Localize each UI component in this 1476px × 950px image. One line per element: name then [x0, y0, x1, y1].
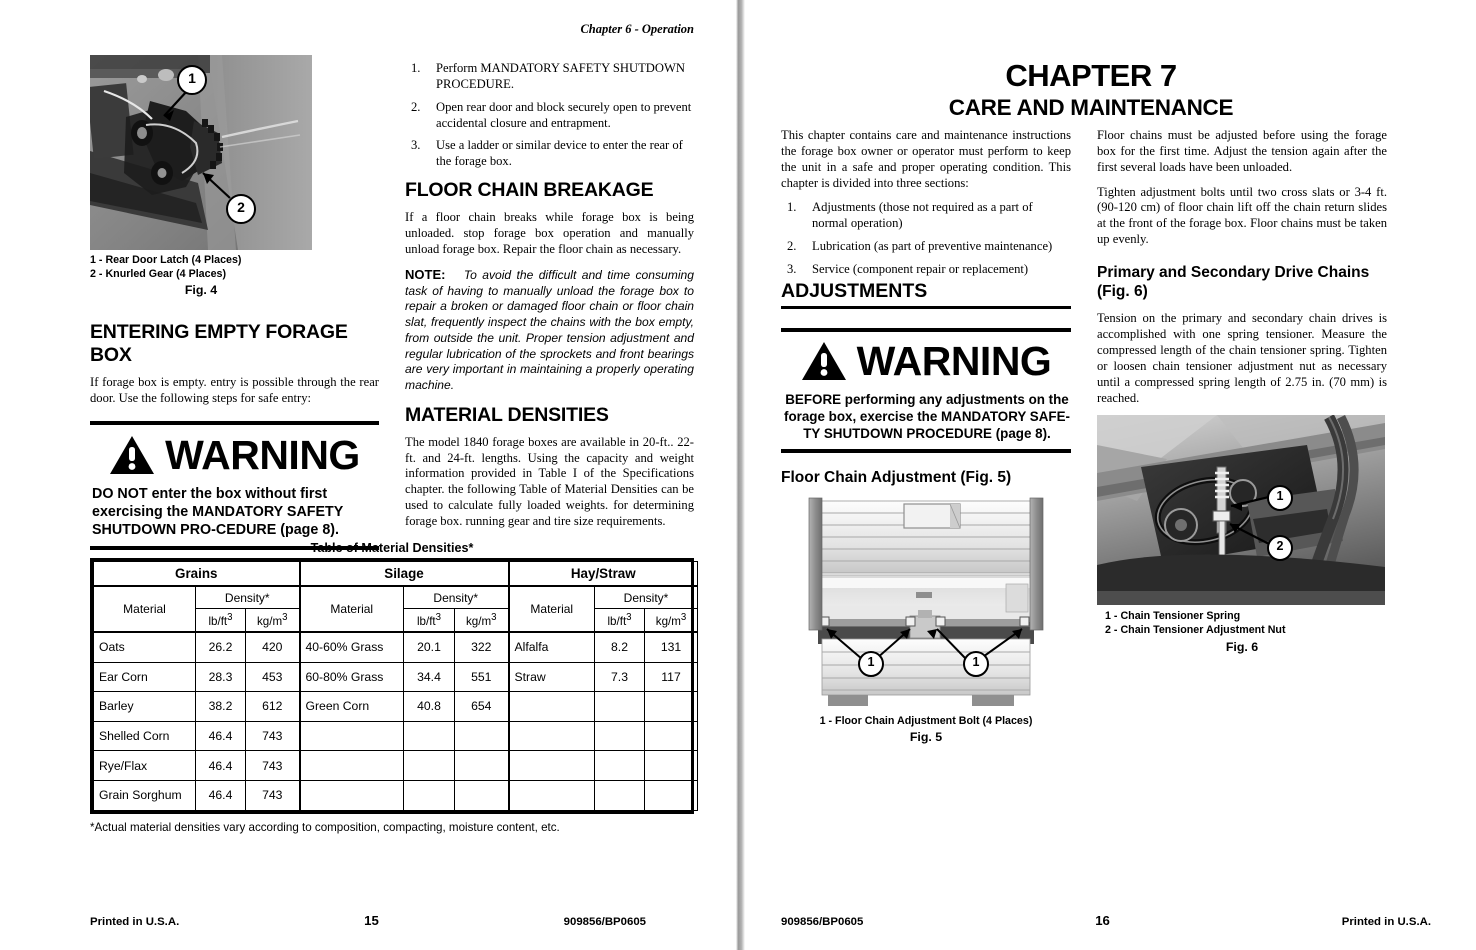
paragraph-floor-chain-breakage: If a floor chain breaks while forage box is being unloaded. stop forage box operation and manually unload forage box. Repair the floor chain as necessary.: [405, 210, 694, 256]
group-header-grains: Grains: [94, 562, 300, 587]
table-title: Table of Material Densities*: [310, 541, 474, 555]
figure-6-artwork: [1097, 415, 1385, 605]
cell-material: Barley: [94, 692, 196, 722]
cell-kgm3: 551: [455, 662, 509, 692]
unit-base: kg/m: [466, 614, 492, 628]
note-label: NOTE:: [405, 266, 446, 282]
cell-lbft3: 38.2: [196, 692, 246, 722]
cell-kgm3: [455, 721, 509, 751]
footer-page-number: 16: [1095, 913, 1110, 928]
cell-material: Rye/Flax: [94, 751, 196, 781]
page-gutter: [736, 0, 745, 950]
figure-6-caption-line-2: 2 - Chain Tensioner Adjustment Nut: [1105, 624, 1286, 637]
figure-4-caption-line-2: 2 - Knurled Gear (4 Places): [90, 268, 227, 281]
cell-lbft3: [595, 692, 645, 722]
cell-kgm3: [645, 721, 698, 751]
page-16: [736, 0, 1476, 950]
figure-6-callout-2: 2: [1267, 535, 1293, 561]
heading-primary-secondary-drive-chains: Primary and Secondary Drive Chains (Fig. 6): [1097, 264, 1370, 300]
cell-material: Grain Sorghum: [94, 780, 196, 810]
figure-5-callout-left: 1: [858, 651, 884, 677]
section-text: Service (component repair or replacement): [812, 262, 1029, 277]
cell-kgm3: [455, 751, 509, 781]
heading-entering-empty-forage-box: ENTERING EMPTY FORAGE BOX: [90, 321, 348, 367]
warning-triangle-icon: [801, 340, 847, 382]
unit-base: lb/ft: [208, 614, 228, 628]
figure-4-photo: [90, 55, 312, 250]
warning-header-row: [781, 332, 1071, 389]
section-text: Lubrication (as part of preventive maintenance): [812, 239, 1053, 254]
unit-header-lb-ft3: [196, 609, 246, 633]
cell-material: 60-80% Grass: [300, 662, 404, 692]
figure-4-callout-2: 2: [226, 194, 256, 224]
page-15: [0, 0, 736, 950]
cell-kgm3: 654: [455, 692, 509, 722]
paragraph-entering-forage-box: If forage box is empty. entry is possible through the rear door. Use the following steps for safe entry:: [90, 375, 379, 406]
warning-box-left: [90, 421, 379, 550]
cell-lbft3: 40.8: [404, 692, 455, 722]
cell-material: 40-60% Grass: [300, 632, 404, 662]
cell-kgm3: [645, 751, 698, 781]
cell-material: [300, 751, 404, 781]
cell-lbft3: 8.2: [595, 632, 645, 662]
cell-material: Green Corn: [300, 692, 404, 722]
cell-lbft3: 46.4: [196, 721, 246, 751]
unit-header-lb-ft3: [595, 609, 645, 633]
table-row: [94, 692, 698, 722]
cell-material: [509, 751, 595, 781]
step-text: Perform MANDATORY SAFETY SHUTDOWN PROCEDURE.: [436, 61, 685, 91]
warning-rule-bottom: [781, 449, 1071, 453]
cell-lbft3: 34.4: [404, 662, 455, 692]
material-densities-section: [90, 541, 694, 834]
unit-base: lb/ft: [607, 614, 627, 628]
cell-kgm3: 322: [455, 632, 509, 662]
cell-lbft3: 46.4: [196, 751, 246, 781]
unit-base: kg/m: [257, 614, 283, 628]
figure-5-number: Fig. 5: [909, 730, 943, 745]
step-number: 3.: [411, 138, 421, 153]
page-16-column-2: [1097, 128, 1387, 744]
subheader-density-silage: Density*: [404, 586, 509, 609]
unit-base: lb/ft: [416, 614, 436, 628]
step-text: Open rear door and block securely open to prevent accidental closure and entrapment.: [436, 99, 692, 130]
cell-lbft3: 7.3: [595, 662, 645, 692]
figure-6-callout-1: 1: [1267, 485, 1293, 511]
figure-5-artwork: [800, 496, 1052, 708]
group-header-silage: Silage: [300, 562, 509, 587]
heading-floor-chain-breakage: FLOOR CHAIN BREAKAGE: [405, 179, 654, 202]
list-item: [781, 200, 1071, 232]
adjustments-rule: [781, 306, 1071, 309]
table-row: [94, 780, 698, 810]
cell-kgm3: 117: [645, 662, 698, 692]
paragraph-material-densities: The model 1840 forage boxes are available in 20-ft.. 22-ft. and 24-ft. lengths. Using the capacity and weight information provided in Table I of the Specifications chapter. the following Table of Material Densities can be used to calculate fully loaded weights. for determining forage box. running gear and tire size requirements.: [405, 434, 694, 528]
note-block: [405, 267, 694, 394]
figure-6-photo: [1097, 415, 1385, 605]
chapter-name: CARE AND MAINTENANCE: [948, 95, 1234, 120]
cell-kgm3: 131: [645, 632, 698, 662]
cell-lbft3: 26.2: [196, 632, 246, 662]
unit-exponent: 3: [435, 612, 442, 624]
paragraph-tighten-bolts: Tighten adjustment bolts until two cross slats or 3-4 ft. (90-120 cm) of floor chain lift off the chain return slides at the front of the forage box. Floor chains must be taken up evenly.: [1097, 184, 1387, 247]
figure-6-caption: [1097, 609, 1387, 637]
figure-4-callout-1: 1: [177, 65, 207, 95]
table-row: [94, 632, 698, 662]
table-of-material-densities: [93, 561, 698, 811]
warning-word: WARNING: [165, 431, 360, 478]
cell-lbft3: 28.3: [196, 662, 246, 692]
table-row: [94, 721, 698, 751]
list-item: [405, 100, 694, 132]
cell-material: Shelled Corn: [94, 721, 196, 751]
warning-box-right: [781, 328, 1071, 453]
paragraph-chapter-intro: This chapter contains care and maintenance instructions the forage box owner or operator must perform to keep the unit in a safe and proper operating condition. This chapter is divided into three sections:: [781, 128, 1071, 190]
footer-printed-in: Printed in U.S.A.: [1341, 916, 1431, 928]
unit-header-lb-ft3: [404, 609, 455, 633]
cell-lbft3: [595, 751, 645, 781]
page-16-column-1: [781, 128, 1071, 744]
chapter-number: CHAPTER 7: [1005, 58, 1177, 93]
group-header-haystraw: Hay/Straw: [509, 562, 698, 587]
cell-material: Straw: [509, 662, 595, 692]
step-text: Use a ladder or similar device to enter the rear of the forage box.: [436, 138, 683, 169]
warning-triangle-icon: [109, 434, 155, 476]
paragraph-floor-chains-adjust: Floor chains must be adjusted before using the forage box for the first time. Adjust the tension again after the first several loads have been unloaded.: [1097, 128, 1387, 174]
unit-header-kg-m3: [246, 609, 300, 633]
figure-5-caption-line-1: 1 - Floor Chain Adjustment Bolt (4 Places): [819, 714, 1033, 727]
table-subheader-row-density: [94, 586, 698, 609]
subheader-material-haystraw: Material: [509, 586, 595, 632]
section-text: Adjustments (those not required as a part of normal operation): [812, 200, 1033, 231]
warning-body-text: DO NOT enter the box without first exercising the MANDATORY SAFETY SHUTDOWN PRO-CEDURE (page 8).: [92, 485, 344, 539]
cell-material: [509, 780, 595, 810]
cell-kgm3: [455, 780, 509, 810]
unit-exponent: 3: [491, 612, 497, 624]
warning-header-row: [90, 425, 379, 483]
figure-4-caption-line-1: 1 - Rear Door Latch (4 Places): [90, 254, 242, 266]
cell-material: [300, 780, 404, 810]
note-text: To avoid the difficult and time consuming task of having to manually unload the forage box to repair a broken or damaged floor chain or floor chain slat, frequently inspect the chains with the box empty, from outside the unit. Proper tension adjustment and regular lubrication of the sprockets and front bearings are very important in maintaining a properly operating machine.: [405, 267, 694, 392]
table-row: [94, 662, 698, 692]
cell-lbft3: 20.1: [404, 632, 455, 662]
cell-lbft3: [404, 751, 455, 781]
cell-lbft3: [404, 780, 455, 810]
table-row: [94, 751, 698, 781]
unit-exponent: 3: [227, 612, 233, 624]
footer-printed-in: Printed in U.S.A.: [90, 916, 180, 928]
section-number: 1.: [787, 200, 797, 215]
heading-material-densities: MATERIAL DENSITIES: [405, 403, 609, 426]
figure-6-caption-line-1: 1 - Chain Tensioner Spring: [1105, 610, 1241, 623]
list-item: [781, 262, 1071, 278]
running-head-text: Chapter 6 - Operation: [580, 22, 694, 36]
page-16-footer: [736, 913, 1476, 928]
cell-kgm3: 743: [246, 751, 300, 781]
safe-entry-steps-list: [405, 61, 694, 170]
heading-adjustments: ADJUSTMENTS: [781, 279, 928, 302]
footer-part-number: 909856/BP0605: [781, 916, 864, 928]
figure-4-number: Fig. 4: [184, 283, 218, 298]
footer-part-number: 909856/BP0605: [563, 916, 646, 928]
chapter-7-title-block: [781, 58, 1401, 121]
cell-kgm3: 612: [246, 692, 300, 722]
warning-word: WARNING: [856, 337, 1052, 384]
warning-body-text: BEFORE performing any adjustments on the forage box, exercise the MANDATORY SAFE-TY SHUTDOWN PROCEDURE (page 8).: [784, 391, 1070, 441]
step-number: 2.: [411, 99, 421, 114]
cell-material: Oats: [94, 632, 196, 662]
table-body: [94, 632, 698, 810]
subheader-density-haystraw: Density*: [595, 586, 698, 609]
cell-lbft3: [404, 721, 455, 751]
cell-material: [300, 721, 404, 751]
running-head-left: [90, 22, 694, 37]
cell-lbft3: [595, 721, 645, 751]
heading-floor-chain-adjustment: Floor Chain Adjustment (Fig. 5): [781, 468, 1012, 486]
figure-4-caption: [90, 253, 379, 281]
cell-kgm3: 420: [246, 632, 300, 662]
cell-lbft3: 46.4: [196, 780, 246, 810]
list-item: [781, 239, 1071, 255]
paragraph-drive-chain-tension: Tension on the primary and secondary chain drives is accomplished with one spring tensioner. Measure the compressed length of the chain tensioner spring. Tighten or loosen chain tensioner adjustment nut as necessary until a compressed spring length of 2.75 in. (70 mm) is reached.: [1097, 311, 1387, 405]
subheader-density-grains: Density*: [196, 586, 300, 609]
section-number: 2.: [787, 239, 797, 254]
figure-5-callout-right: 1: [963, 651, 989, 677]
unit-base: kg/m: [655, 614, 681, 628]
table-footnote: *Actual material densities vary according to composition, compacting, moisture content, etc.: [90, 820, 560, 834]
unit-exponent: 3: [680, 612, 687, 624]
figure-5-caption: [781, 714, 1071, 728]
cell-kgm3: 743: [246, 780, 300, 810]
cell-lbft3: [595, 780, 645, 810]
cell-kgm3: [645, 692, 698, 722]
step-number: 1.: [411, 61, 421, 75]
chapter-sections-list: [781, 200, 1071, 277]
subheader-material-silage: Material: [300, 586, 404, 632]
cell-kgm3: 743: [246, 721, 300, 751]
figure-5-illustration: [800, 496, 1052, 708]
section-number: 3.: [787, 262, 797, 277]
footer-page-number: 15: [364, 913, 379, 928]
cell-material: Ear Corn: [94, 662, 196, 692]
unit-header-kg-m3: [645, 609, 698, 633]
unit-header-kg-m3: [455, 609, 509, 633]
cell-kgm3: 453: [246, 662, 300, 692]
page-15-column-2: [405, 55, 694, 560]
table-group-header-row: [94, 562, 698, 587]
cell-kgm3: [645, 780, 698, 810]
figure-6-number: Fig. 6: [1225, 639, 1259, 654]
cell-material: Alfalfa: [509, 632, 595, 662]
list-item: [405, 61, 694, 93]
cell-material: [509, 692, 595, 722]
page-15-footer: [0, 913, 736, 928]
unit-exponent: 3: [626, 612, 632, 624]
list-item: [405, 138, 694, 170]
page-15-column-1: [90, 55, 379, 560]
subheader-material-grains: Material: [94, 586, 196, 632]
cell-material: [509, 721, 595, 751]
unit-exponent: 3: [282, 612, 288, 624]
